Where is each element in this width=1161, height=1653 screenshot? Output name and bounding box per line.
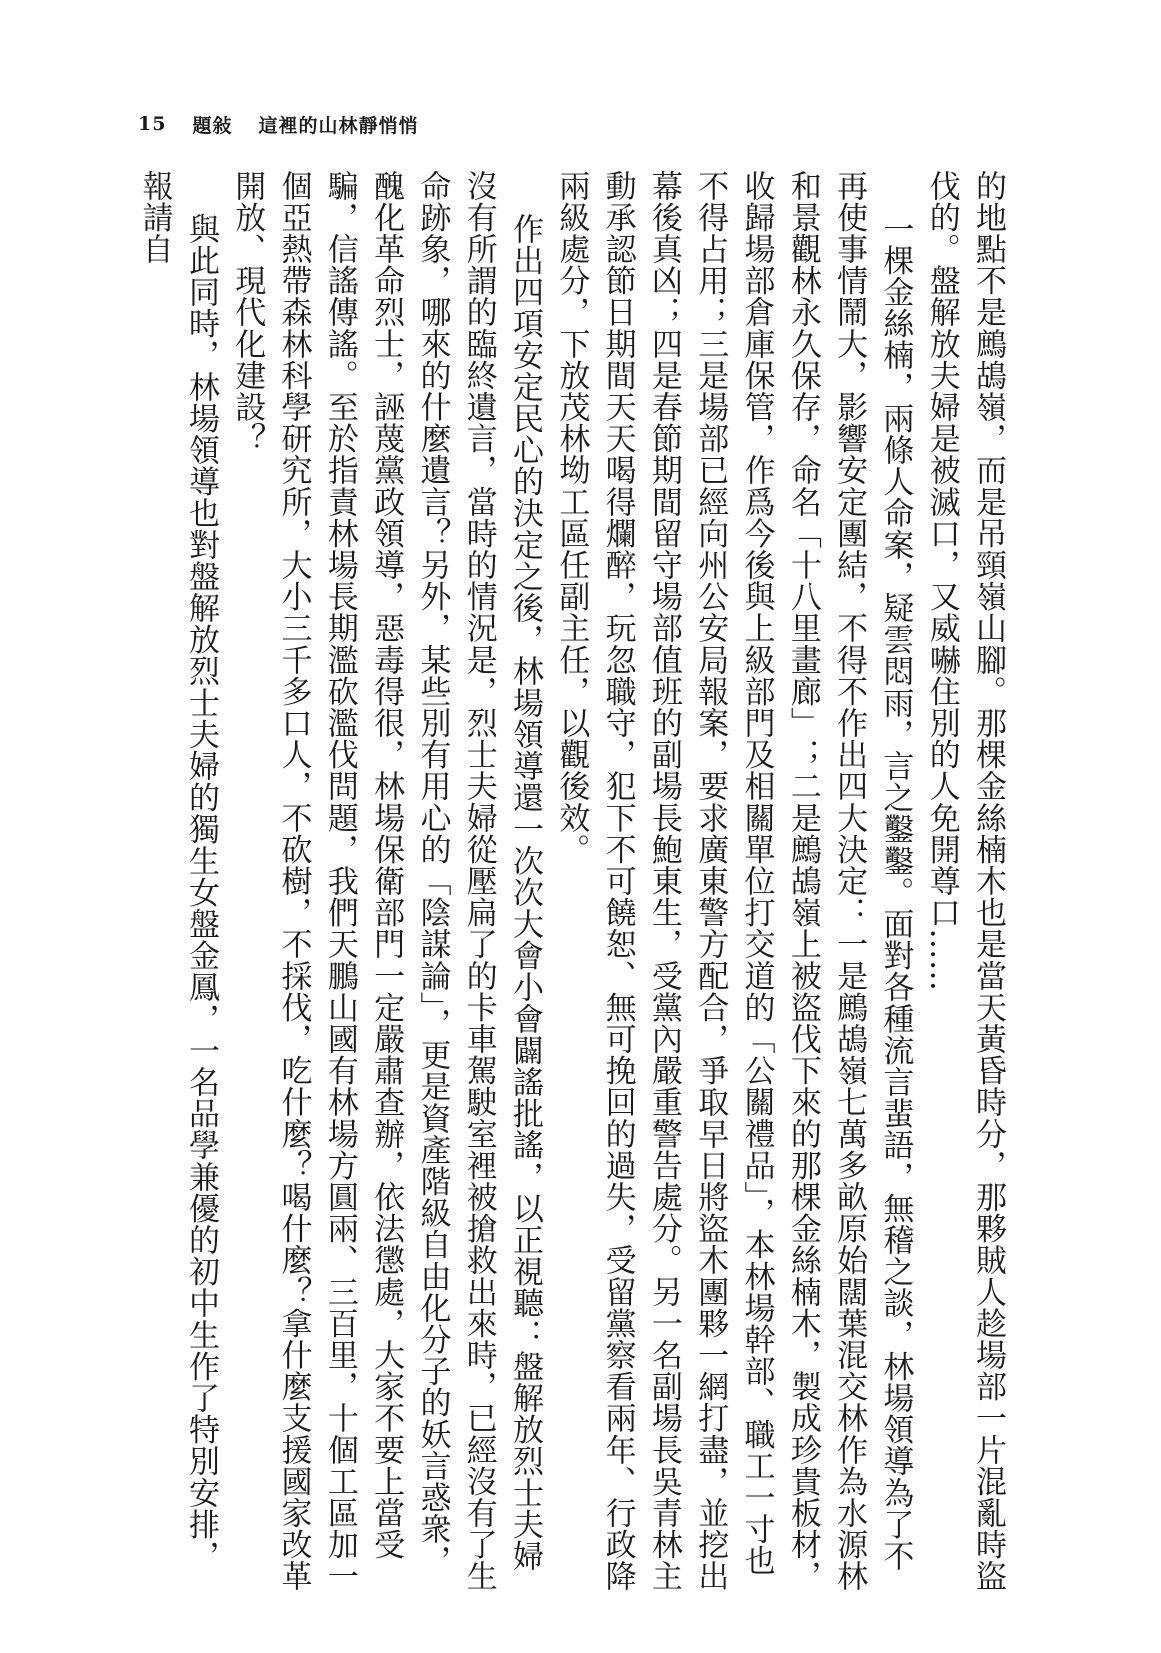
paragraph: 的地點不是鷓鴣嶺，而是吊頸嶺山腳。那棵金絲楠木也是當天黃昏時分，那夥賊人趁場部一片混亂時盜伐的。盤解放夫婦是被滅口，又威嚇住別的人免開尊口…… — [923, 170, 1006, 1592]
section-label: 題敍 — [192, 114, 233, 137]
paragraph: 一棵金絲楠，兩條人命案，疑雲悶雨，言之鑿鑿。面對各種流言蜚語，無稽之談，林場領導為了不再使事情鬧大，影響安定團結，不得不作出四大決定：一是鷓鴣嶺七萬多畝原始闊葉混交林作為水源林和景觀林永久保存，命名「十八里畫廊」；二是鷓鴣嶺上被盜伐下來的那棵金絲楠木，製成珍貴板材，收歸場部倉庫保管，作爲今後與上級部門及相關單位打交道的「公關禮品」，本林場幹部、職工一寸也不得占用；三是場部已經向州公安局報案，要求廣東警方配合，爭取早日將盜木團夥一網打盡，並挖出幕後真凶；四是春節期間留守場部值班的副場長鮑東生，受黨內嚴重警告處分。另一名副場長吳青林主動承認節日期間天天喝得爛醉，玩忽職守，犯下不可饒恕、無可挽回的過失，受留黨察看兩年、行政降兩級處分，下放茂林坳工區任副主任，以觀後效。 — [553, 170, 914, 1592]
page-number: 15 — [138, 113, 167, 135]
paragraph: 作出四項安定民心的決定之後，林場領導還一次次大會小會闢謠批謠，以正視聽：盤解放烈士夫婦沒有所謂的臨終遺言，當時的情況是，烈士夫婦從壓扁了的卡車駕駛室裡被搶救出來時，已經沒有了生命跡象，哪來的什麼遺言？另外，某些別有用心的「陰謀論」，更是資產階級自由化分子的妖言惑衆，醜化革命烈士，誣蔑黨政領導，惡毒得很，林場保衛部門一定嚴肅查辦，依法懲處，大家不要上當受騙，信謠傳謠。至於指責林場長期濫砍濫伐問題，我們天鵬山國有林場方圓兩、三百里，十個工區加一個亞熱帶森林科學研究所，大小三千多口人，不砍樹，不採伐，吃什麼？喝什麼？拿什麼支援國家改革開放、現代化建設？ — [229, 170, 544, 1592]
body-text — [131, 170, 1011, 1600]
paragraph: 與此同時，林場領導也對盤解放烈士夫婦的獨生女盤金鳳，一名品學兼優的初中生作了特別安排，報請自 — [136, 170, 219, 1573]
chapter-title: 這裡的山林靜悄悄 — [258, 114, 419, 137]
page-header — [138, 104, 418, 144]
